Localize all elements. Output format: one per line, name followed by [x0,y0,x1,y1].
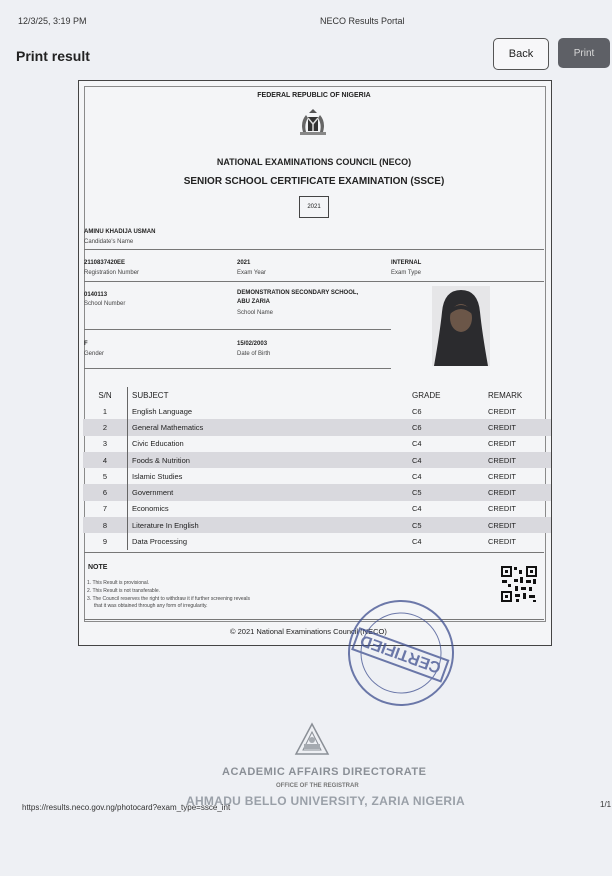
row-subject: Government [128,484,409,500]
table-row [83,517,551,533]
table-row [83,468,551,484]
row-remark: CREDIT [484,484,551,500]
exam-title: SENIOR SCHOOL CERTIFICATE EXAMINATION (SSCE) [183,176,445,187]
divider [84,281,544,282]
row-grade: C4 [408,452,484,468]
row-sn: 1 [83,403,128,419]
exam-year: 2021 [237,260,251,266]
registrar-office: OFFICE OF THE REGISTRAR [276,783,359,789]
note-item: 2. This Result is not transferable. [87,588,160,594]
divider [84,619,544,620]
row-subject: English Language [132,406,193,416]
school-name-line2: ABU ZARIA [237,299,270,305]
registration-number-label: Registration Number [84,270,140,276]
note-title: NOTE [88,564,108,571]
row-sn: 6 [83,484,128,500]
col-header-sn: S/N [83,387,128,403]
school-number: 0140113 [84,292,108,298]
school-number-label: School Number [84,301,126,307]
certified-stamp-icon [336,588,466,718]
school-name-line1: DEMONSTRATION SECONDARY SCHOOL, [237,290,359,296]
university-crest-icon [292,722,332,758]
note-item: 1. This Result is provisional. [87,580,150,586]
divider [84,368,391,369]
directorate-name: ACADEMIC AFFAIRS DIRECTORATE [222,766,427,778]
row-subject: Foods & Nutrition [128,452,409,468]
stamp-text: CERTIFIED [358,631,444,676]
row-grade: C5 [408,484,484,500]
row-sn: 9 [83,533,128,549]
col-header-grade: GRADE [412,390,441,400]
col-header-subject: SUBJECT [132,390,169,400]
row-grade: C4 [412,439,422,449]
row-remark: CREDIT [488,471,516,481]
divider [84,329,391,330]
note-item: 3. The Council reserves the right to withdraw it if further screening reveals [87,596,251,602]
exam-type-label: Exam Type [391,270,421,276]
date-of-birth-label: Date of Birth [237,351,271,357]
back-button[interactable]: Back [493,38,549,70]
row-subject: General Mathematics [128,419,409,435]
date-of-birth: 15/02/2003 [237,341,268,347]
divider [84,249,544,250]
col-header-remark: REMARK [488,390,523,400]
row-sn: 2 [83,419,128,435]
row-remark: CREDIT [484,517,551,533]
print-datetime: 12/3/25, 3:19 PM [18,16,87,26]
row-remark: CREDIT [488,504,516,514]
exam-type: INTERNAL [391,260,422,266]
school-name-label: School Name [237,310,274,316]
table-row [83,436,551,452]
page-number: 1/1 [600,800,612,809]
coat-of-arms-icon [296,108,330,138]
row-remark: CREDIT [484,452,551,468]
council-name: NATIONAL EXAMINATIONS COUNCIL (NECO) [216,157,412,167]
page-url: https://results.neco.gov.ng/photocard?exam_type=ssce_int [22,803,231,812]
row-remark: CREDIT [488,406,516,416]
page-title: Print result [16,48,90,64]
print-button[interactable]: Print [558,38,610,68]
university-name: AHMADU BELLO UNIVERSITY, ZARIA NIGERIA [186,794,465,808]
row-sn: 4 [83,452,128,468]
row-grade: C4 [412,537,422,547]
table-row [83,419,551,435]
table-row [83,484,551,500]
qr-code-icon [500,565,538,603]
row-subject: Economics [132,504,169,514]
table-row [83,533,551,549]
table-row [83,501,551,517]
table-row [83,452,551,468]
exam-year-label: Exam Year [237,270,267,276]
exam-year-box: 2021 [299,196,329,218]
candidate-name: AMINU KHADIJA USMAN [84,229,156,235]
row-remark: CREDIT [488,537,516,547]
row-sn: 3 [83,436,128,452]
gender: F [84,341,88,347]
row-grade: C6 [408,419,484,435]
results-table [83,387,551,550]
row-subject: Islamic Studies [132,471,183,481]
note-item: that it was obtained through any form of irregularity. [87,603,208,609]
row-grade: C4 [412,471,422,481]
row-subject: Civic Education [132,439,184,449]
table-row [83,403,551,419]
row-sn: 8 [83,517,128,533]
gender-label: Gender [84,351,105,357]
candidate-name-label: Candidate's Name [84,239,134,245]
row-subject: Data Processing [132,537,188,547]
row-sn: 7 [83,501,128,517]
row-grade: C5 [408,517,484,533]
row-remark: CREDIT [484,419,551,435]
row-grade: C4 [412,504,422,514]
table-header-row [83,387,551,403]
copyright-footer: © 2021 National Examinations Council (NECO) [230,627,387,636]
tab-title: NECO Results Portal [320,16,405,26]
country-header: FEDERAL REPUBLIC OF NIGERIA [257,92,371,99]
row-subject: Literature In English [128,517,409,533]
divider [84,552,544,553]
registration-number: 2110837420EE [84,260,126,266]
candidate-photo [432,286,490,366]
row-grade: C6 [412,406,422,416]
row-sn: 5 [83,468,128,484]
row-remark: CREDIT [488,439,516,449]
